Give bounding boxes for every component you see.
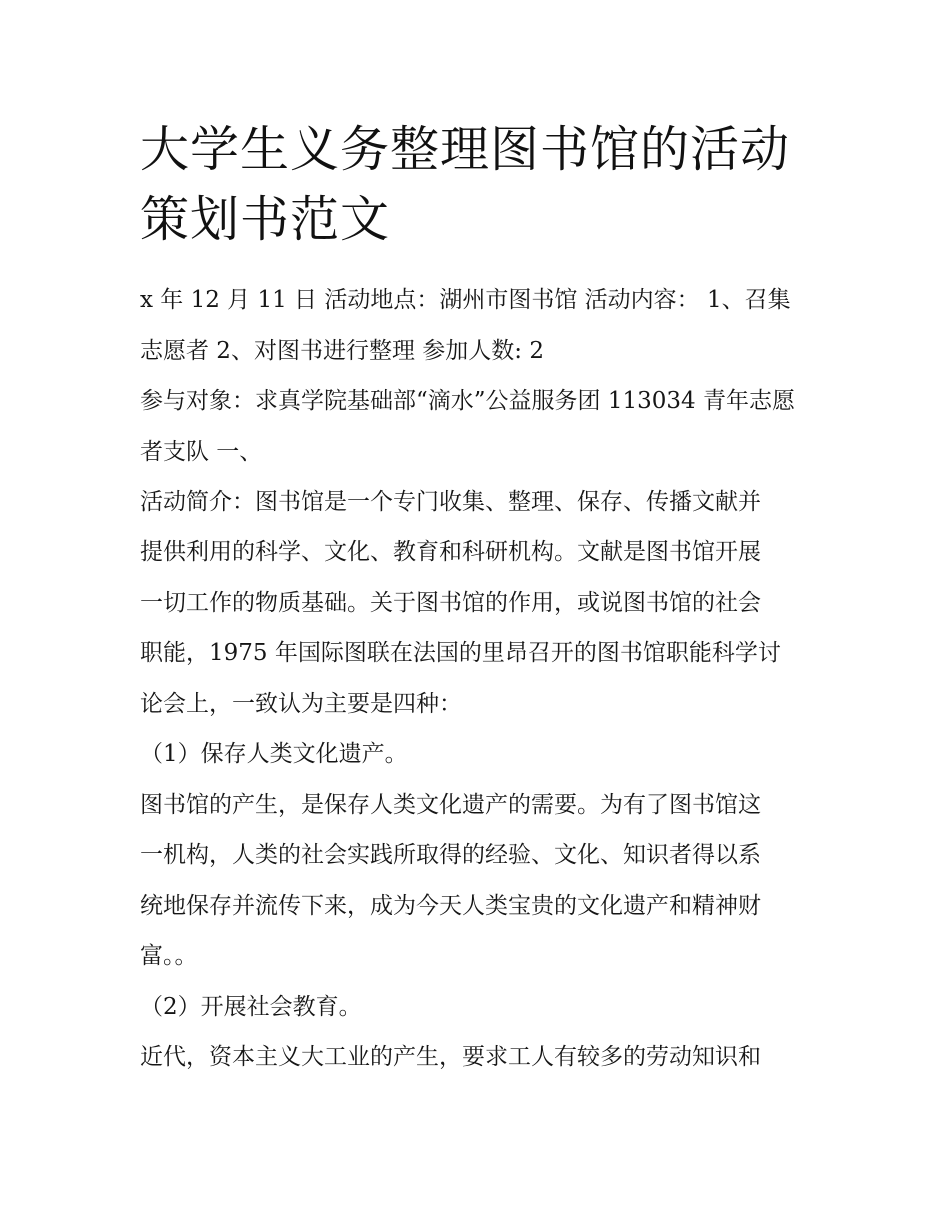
body-line: 一切工作的物质基础。关于图书馆的作用，或说图书馆的社会 xyxy=(140,590,761,616)
title-line: 策划书范文 xyxy=(140,191,391,248)
body-line: 志愿者 2、对图书进行整理 参加人数: 2 xyxy=(140,338,544,364)
body-line: 富。。 xyxy=(140,943,198,969)
body-line: 职能，1975 年国际图联在法国的里昂召开的图书馆职能科学讨 xyxy=(140,640,781,666)
body-line: 一机构，人类的社会实践所取得的经验、文化、知识者得以系 xyxy=(140,842,761,868)
document-title xyxy=(140,115,820,255)
body-line: 活动简介：图书馆是一个专门收集、整理、保存、传播文献并 xyxy=(140,489,761,515)
body-line: 论会上，一致认为主要是四种： xyxy=(140,691,462,717)
body-line: 者支队 一、 xyxy=(140,439,263,465)
title-line: 大学生义务整理图书馆的活动 xyxy=(140,121,791,178)
body-line: 参与对象：求真学院基础部“滴水”公益服务团 113034 青年志愿 xyxy=(140,388,795,414)
body-line: 图书馆的产生，是保存人类文化遗产的需要。为有了图书馆这 xyxy=(140,792,761,818)
body-line: 近代，资本主义大工业的产生，要求工人有较多的劳动知识和 xyxy=(140,1044,761,1070)
body-line: （1）保存人类文化遗产。 xyxy=(140,741,408,767)
body-line: x 年 12 月 11 日 活动地点：湖州市图书馆 活动内容： 1、召集 xyxy=(140,287,791,313)
body-line: 统地保存并流传下来，成为今天人类宝贵的文化遗产和精神财 xyxy=(140,893,761,919)
body-line: 提供利用的科学、文化、教育和科研机构。文献是图书馆开展 xyxy=(140,539,761,565)
body-line: （2）开展社会教育。 xyxy=(140,994,362,1020)
